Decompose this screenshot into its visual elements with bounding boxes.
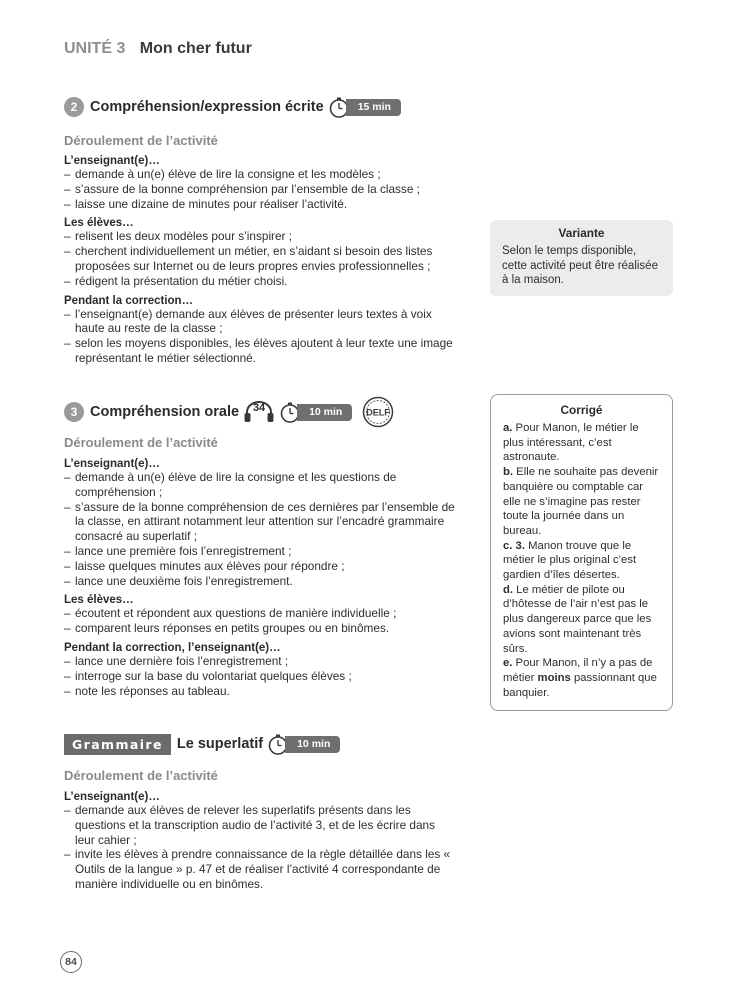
- time-label: 10 min: [285, 736, 340, 753]
- corrige-title: Corrigé: [560, 403, 603, 417]
- corrige-answers: [503, 421, 660, 700]
- list-item: – invite les élèves à prendre connaissance de la règle détaillée dans les « Outils de la langue » p. 47 et de réaliser l’activité 4 correspondante de manière individuelle ou en binômes.: [64, 847, 456, 891]
- grammar-section-title: [64, 733, 340, 755]
- section-3-title: [64, 396, 394, 428]
- list-item: – cherchent individuellement un métier, en s’aidant si besoin des listes proposées sur Internet ou de leurs propres envies professionnelles ;: [64, 244, 454, 274]
- delf-text: DELF: [366, 407, 391, 418]
- section-subheading: Déroulement de l’activité: [64, 768, 218, 783]
- variante-title: Variante: [558, 226, 605, 240]
- variante-text: Selon le temps disponible, cette activité peut être réalisée à la maison.: [502, 245, 658, 286]
- grammar-body: [64, 791, 456, 892]
- list-item: – écoutent et répondent aux questions de manière individuelle ;: [64, 606, 456, 621]
- list-item: – comparent leurs réponses en petits groupes ou en binômes.: [64, 621, 456, 636]
- block-heading: L’enseignant(e)…: [64, 458, 160, 470]
- answer-b: b. Elle ne souhaite pas devenir banquière ou comptable car elle ne s’imagine pas rester toute la journée dans un bureau.: [503, 466, 659, 537]
- list-item: – laisse une dizaine de minutes pour réaliser l’activité.: [64, 197, 454, 212]
- section-2-body: [64, 155, 454, 366]
- section-title-text: Le superlatif: [176, 736, 264, 752]
- timer-badge: [267, 733, 340, 755]
- block-heading: L’enseignant(e)…: [64, 791, 160, 803]
- section-3-body: [64, 458, 456, 698]
- audio-track-number: 34: [252, 402, 266, 414]
- list-item: – demande à un(e) élève de lire la consigne et les modèles ;: [64, 167, 454, 182]
- delf-badge: [362, 396, 394, 428]
- delf-stamp-icon: [362, 396, 394, 428]
- answer-e: e. Pour Manon, il n’y a pas de métier moins passionnant que banquier.: [503, 657, 657, 699]
- list-item: – demande à un(e) élève de lire la consigne et les questions de compréhension ;: [64, 470, 456, 500]
- unit-title: Mon cher futur: [139, 40, 252, 57]
- time-label: 10 min: [297, 404, 352, 421]
- list-item: – s’assure de la bonne compréhension de ces dernières par l’ensemble de la classe, en attirant notamment leur attention sur l’encadré grammaire consacré au superlatif ;: [64, 500, 456, 544]
- answer-a: a. Pour Manon, le métier le plus intéressant, c’est astronaute.: [503, 422, 639, 464]
- audio-track-badge: [243, 400, 275, 424]
- list-item: – demande aux élèves de relever les superlatifs présents dans les questions et la transcription audio de l’activité 3, et de les écrire dans leur cahier ;: [64, 803, 456, 847]
- block-heading: Les élèves…: [64, 594, 134, 607]
- unit-header: [64, 40, 252, 58]
- block-heading: Pendant la correction…: [64, 294, 194, 307]
- variante-box: [490, 220, 673, 296]
- block-heading: Les élèves…: [64, 217, 134, 230]
- list-item: – lance une première fois l’enregistrement ;: [64, 544, 456, 559]
- timer-badge: [279, 401, 352, 423]
- page-number: 84: [60, 951, 82, 973]
- time-label: 15 min: [346, 99, 401, 116]
- list-item: – s’assure de la bonne compréhension par l’ensemble de la classe ;: [64, 182, 454, 197]
- answer-c: c. 3. Manon trouve que le métier le plus original c’est gardien d’îles désertes.: [503, 539, 637, 582]
- list-item: – l’enseignant(e) demande aux élèves de présenter leurs textes à voix haute au reste de la classe ;: [64, 307, 454, 337]
- list-item: – rédigent la présentation du métier choisi.: [64, 274, 454, 289]
- list-item: – lance une deuxième fois l’enregistrement.: [64, 574, 456, 589]
- list-item: – note les réponses au tableau.: [64, 684, 456, 699]
- block-heading: L’enseignant(e)…: [64, 155, 160, 167]
- block-heading: Pendant la correction, l’enseignant(e)…: [64, 641, 281, 654]
- answer-d: d. Le métier de pilote ou d’hôtesse de l’air n’est pas le plus dangereux parce que les avions sont maintenant très sûrs.: [503, 583, 652, 655]
- section-title-text: Compréhension orale: [90, 404, 240, 420]
- section-2-title: [64, 96, 401, 118]
- list-item: – interroge sur la base du volontariat quelques élèves ;: [64, 669, 456, 684]
- section-number-badge: 3: [64, 402, 84, 422]
- unit-number: UNITÉ 3: [64, 40, 126, 57]
- list-item: – lance une dernière fois l’enregistrement ;: [64, 654, 456, 669]
- section-title-text: Compréhension/expression écrite: [90, 99, 324, 115]
- corrige-box: [490, 394, 673, 711]
- section-number-badge: 2: [64, 97, 84, 117]
- list-item: – selon les moyens disponibles, les élèves ajoutent à leur texte une image représentant le métier sélectionné.: [64, 336, 454, 366]
- list-item: – relisent les deux modèles pour s’inspirer ;: [64, 229, 454, 244]
- list-item: – laisse quelques minutes aux élèves pour répondre ;: [64, 559, 456, 574]
- section-subheading: Déroulement de l’activité: [64, 133, 218, 148]
- section-subheading: Déroulement de l’activité: [64, 435, 218, 450]
- timer-badge: [328, 96, 401, 118]
- grammar-label: Grammaire: [64, 734, 171, 755]
